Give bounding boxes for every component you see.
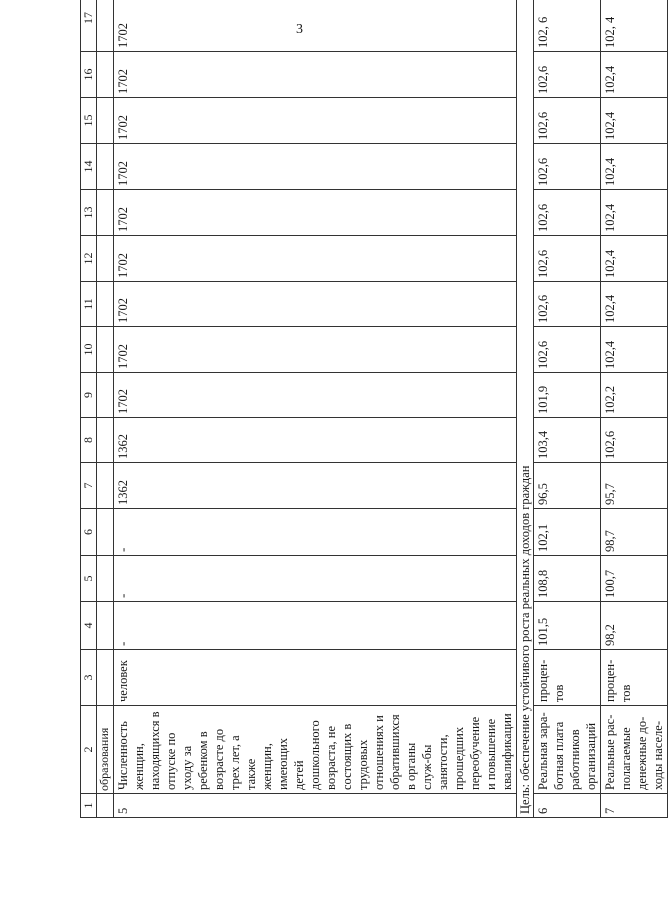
value-cell: 1702 — [113, 236, 516, 282]
table-row — [600, 0, 667, 818]
value-cell: 102,6 — [533, 236, 600, 282]
row-number: 5 — [113, 794, 516, 818]
header-cell: 5 — [81, 556, 97, 602]
table-row — [533, 0, 600, 818]
value-cell: 95,7 — [600, 463, 667, 509]
value-cell: 102,4 — [600, 190, 667, 236]
value-cell: 102,4 — [600, 52, 667, 98]
value-cell: 102,4 — [600, 282, 667, 327]
header-cell: 15 — [81, 98, 97, 144]
value-cell: 1362 — [113, 418, 516, 463]
value-cell: 103,4 — [533, 418, 600, 463]
value-cell: 108,8 — [533, 556, 600, 602]
value-cell: 1702 — [113, 144, 516, 190]
value-cell: 102,6 — [600, 418, 667, 463]
continued-row — [97, 0, 113, 818]
indicator-name: Численность женщин, находящихся в отпуске по уходу за ребенком в возрасте до трех лет, а также женщин, имеющих детей дошкольного возраста, не состоящих в трудовых отношениях и обратившихся в органы служ-бы занятости, прошедших переобучение и повышение квалификации — [113, 706, 516, 794]
header-cell: 8 — [81, 418, 97, 463]
value-cell: 102,4 — [600, 144, 667, 190]
header-row — [81, 0, 97, 818]
row-number: 6 — [533, 794, 600, 818]
value-cell: 102,4 — [600, 236, 667, 282]
value-cell: 102,6 — [533, 190, 600, 236]
header-cell: 16 — [81, 52, 97, 98]
row-number: 7 — [600, 794, 667, 818]
value-cell: 102,6 — [533, 144, 600, 190]
goal-text: Цель: обеспечение устойчивого роста реальных доходов граждан — [516, 0, 533, 818]
indicator-name: Реальные рас-полагаемые денежные до-ходы населе- — [600, 706, 667, 794]
value-cell: 1362 — [113, 463, 516, 509]
rotated-table-block — [80, 12, 665, 818]
header-cell: 17 — [81, 0, 97, 52]
header-cell: 11 — [81, 282, 97, 327]
value-cell: 1702 — [113, 190, 516, 236]
value-cell: 102,1 — [533, 509, 600, 556]
value-cell: 102,4 — [600, 98, 667, 144]
header-cell: 2 — [81, 706, 97, 794]
header-cell: 10 — [81, 327, 97, 373]
header-cell: 12 — [81, 236, 97, 282]
value-cell: 98,7 — [600, 509, 667, 556]
value-cell: - — [113, 509, 516, 556]
value-cell: 1702 — [113, 373, 516, 418]
value-cell: 102,2 — [600, 373, 667, 418]
value-cell: 1702 — [113, 98, 516, 144]
unit: процен-тов — [533, 650, 600, 706]
header-cell: 1 — [81, 794, 97, 818]
value-cell: 1702 — [113, 0, 516, 52]
continued-text: образования — [97, 706, 113, 794]
value-cell: 98,2 — [600, 602, 667, 650]
value-cell: 102,6 — [533, 52, 600, 98]
value-cell: 101,9 — [533, 373, 600, 418]
value-cell: 96,5 — [533, 463, 600, 509]
indicator-name: Реальная зара-ботная плата работников организаций — [533, 706, 600, 794]
value-cell: 102,6 — [533, 98, 600, 144]
value-cell: 102,6 — [533, 327, 600, 373]
value-cell: 1702 — [113, 327, 516, 373]
header-cell: 4 — [81, 602, 97, 650]
value-cell: - — [113, 602, 516, 650]
value-cell: 1702 — [113, 282, 516, 327]
indicators-table — [80, 0, 668, 818]
value-cell: 102,4 — [600, 327, 667, 373]
value-cell: 102, 6 — [533, 0, 600, 52]
header-cell: 3 — [81, 650, 97, 706]
value-cell: 102, 4 — [600, 0, 667, 52]
header-cell: 14 — [81, 144, 97, 190]
header-cell: 9 — [81, 373, 97, 418]
value-cell: 102,6 — [533, 282, 600, 327]
value-cell: 100,7 — [600, 556, 667, 602]
table-row — [113, 0, 516, 818]
goal-row — [516, 0, 533, 818]
value-cell: - — [113, 556, 516, 602]
header-cell: 6 — [81, 509, 97, 556]
value-cell: 101,5 — [533, 602, 600, 650]
value-cell: 1702 — [113, 52, 516, 98]
page-number: 3 — [296, 22, 303, 37]
unit: процен-тов — [600, 650, 667, 706]
header-cell: 7 — [81, 463, 97, 509]
header-cell: 13 — [81, 190, 97, 236]
unit: человек — [113, 650, 516, 706]
